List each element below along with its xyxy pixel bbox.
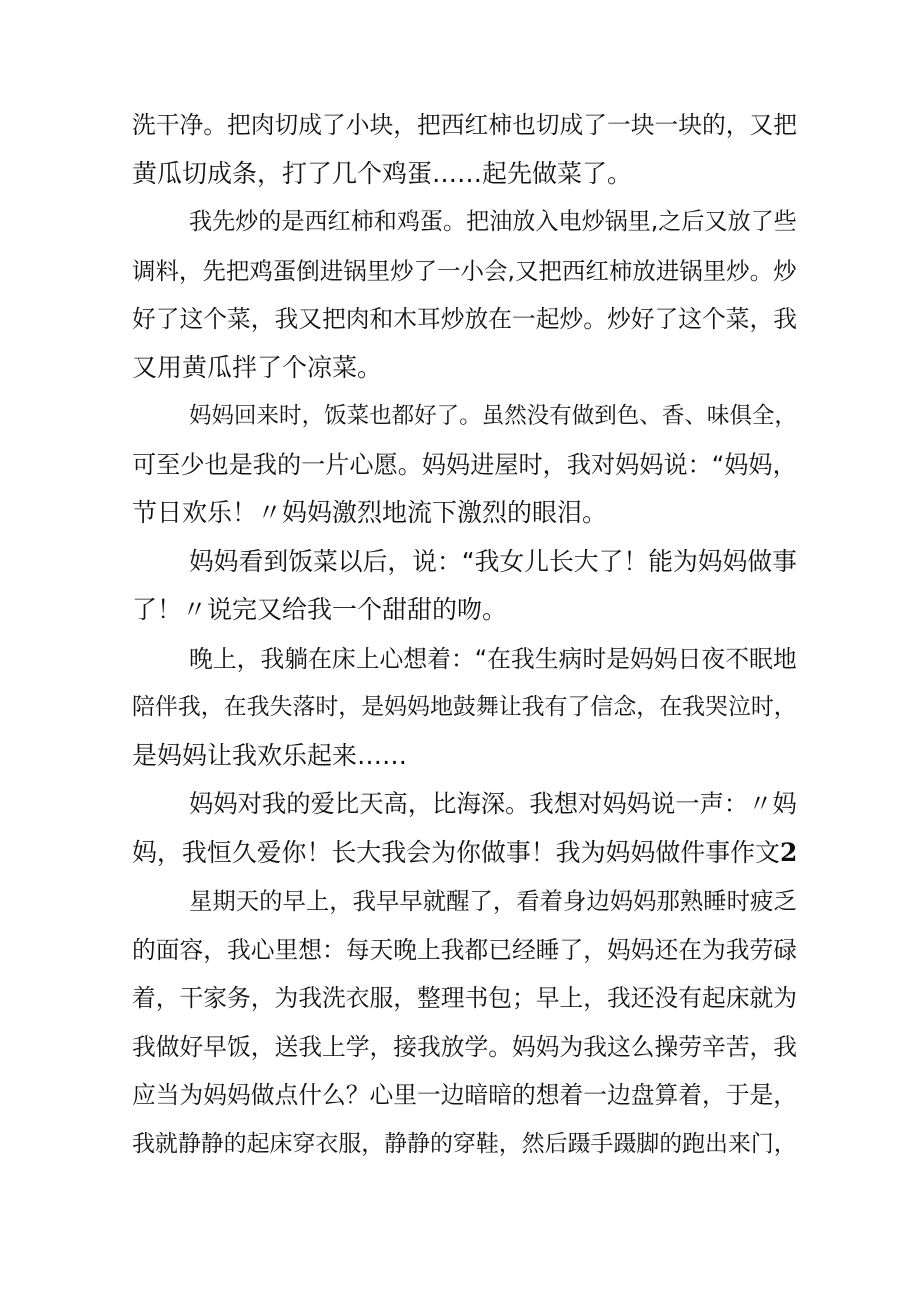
- text-line: 了！〃说完又给我一个甜甜的吻。: [132, 595, 508, 624]
- essay-number: 2: [779, 837, 798, 867]
- text-line: 节日欢乐！〃妈妈激烈地流下激烈的眼泪。: [132, 498, 608, 527]
- text-line: 又用黄瓜拌了个凉菜。: [132, 352, 383, 382]
- paragraph-start-line: 我先炒的是西红柿和鸡蛋。把油放入电炒锅里,之后又放了些: [189, 209, 797, 235]
- text-line: 着，干家务，为我洗衣服，整理书包；早上，我还没有起床就为: [132, 984, 798, 1012]
- text-line: 好了这个菜，我又把肉和木耳炒放在一起炒。炒好了这个菜，我: [132, 305, 798, 333]
- paragraph-start-line: 星期天的早上，我早早就醒了，看着身边妈妈那熟睡时疲乏: [189, 887, 797, 915]
- essay-title-text: 妈，我恒久爱你！长大我会为你做事！我为妈妈做件事作文: [132, 837, 780, 867]
- text-line: 陪伴我，在我失落时，是妈妈地鼓舞让我有了信念，在我哭泣时，: [132, 694, 797, 720]
- text-line: 我就静静的起床穿衣服，静静的穿鞋，然后蹑手蹑脚的跑出来门，: [132, 1130, 797, 1157]
- text-line: 可至少也是我的一片心愿。妈妈进屋时，我对妈妈说：“妈妈，: [132, 450, 797, 479]
- paragraph-start-line: 妈妈看到饭菜以后，说：“我女儿长大了！能为妈妈做事: [189, 546, 797, 576]
- text-line: 我做好早饭，送我上学，接我放学。妈妈为我这么操劳辛苦，我: [132, 1032, 798, 1061]
- text-line-with-essay-title: [132, 829, 797, 878]
- text-line: 应当为妈妈做点什么？心里一边暗暗的想着一边盘算着，于是，: [132, 1081, 798, 1109]
- text-line: 黄瓜切成条，打了几个鸡蛋……起先做菜了。: [132, 158, 633, 188]
- document-body: [132, 101, 797, 1168]
- paragraph-start-line: 妈妈回来时，饭菜也都好了。虽然没有做到色、香、味俱全，: [189, 403, 797, 429]
- text-line: 调料，先把鸡蛋倒进锅里炒了一小会,又把西红柿放进锅里炒。炒: [132, 256, 797, 285]
- paragraph-start-line: 晚上，我躺在床上心想着：“在我生病时是妈妈日夜不眠地: [189, 644, 797, 673]
- text-line: 的面容，我心里想：每天晚上我都已经睡了，妈妈还在为我劳碌: [132, 935, 798, 964]
- text-line: 洗干净。把肉切成了小块，把西红柿也切成了一块一块的，又把: [132, 111, 798, 139]
- paragraph-start-line: 妈妈对我的爱比天高，比海深。我想对妈妈说一声：〃妈: [189, 789, 797, 818]
- text-line: 是妈妈让我欢乐起来……: [132, 740, 408, 770]
